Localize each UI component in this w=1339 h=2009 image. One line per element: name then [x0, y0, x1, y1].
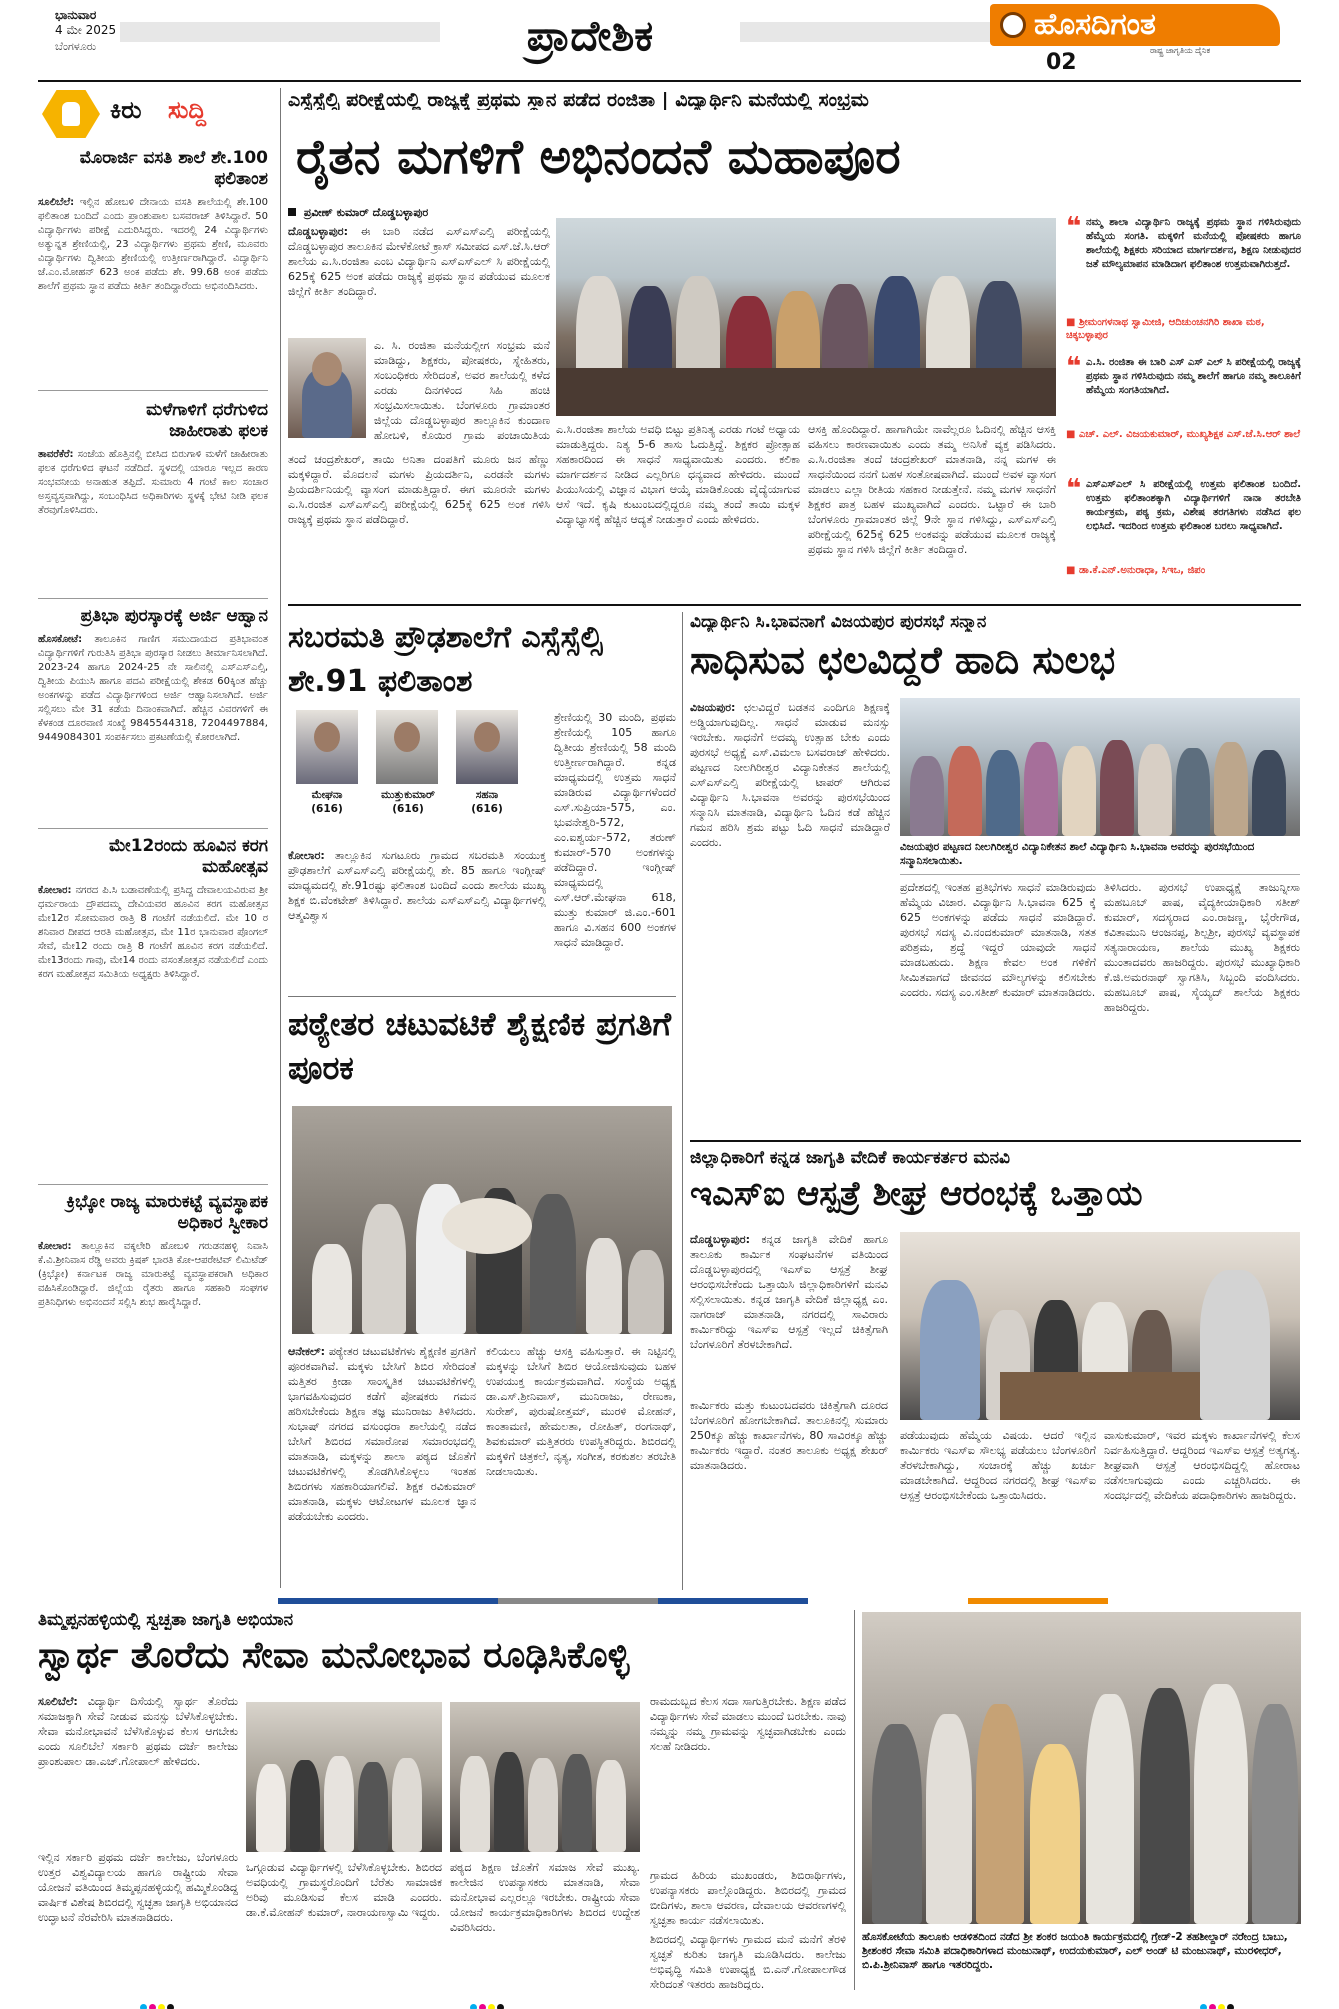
lead-dateline: ದೊಡ್ಡಬಳ್ಳಾಪುರ:	[288, 225, 348, 238]
swachhata-col1	[38, 1694, 238, 1846]
sabarmati-headline: ಸಬರಮತಿ ಪ್ರೌಢಶಾಲೆಗೆ ಎಸ್ಸೆಸ್ಸೆಲ್ಸಿ ಶೇ.91 ಫಲಿತಾಂಶ	[288, 620, 603, 699]
header-date: 4 ಮೇ 2025	[55, 23, 117, 37]
quote-source	[1066, 428, 1301, 441]
sabarmati-col1	[288, 848, 546, 988]
bhavana-col2	[900, 880, 1096, 1124]
quote-source	[1066, 316, 1301, 342]
quote-source-icon: ■	[1066, 317, 1079, 328]
bhavana-caption-rule	[900, 874, 1300, 875]
swachhata-text-6: ಪಠ್ಯದ ಶಿಕ್ಷಣ ಜೊತೆಗೆ ಸಮಾಜ ಸೇವೆ ಮುಖ್ಯ. ಕಾಲೇಜಿನ ಉಪನ್ಯಾಸಕರು ಮಾತನಾಡಿ, ಸೇವಾ ಮನೋಭಾವ ಎಲ್ಲರಲ್ಲೂ ಇರಬೇಕು. ರಾಷ್ಟ್ರೀಯ ಸೇವಾ ಯೋಜನೆ ಕಾರ್ಯಕ್ರಮಾಧಿಕಾರಿಗಳು ಶಿಬಿರದ ಉದ್ದೇಶ ವಿವರಿಸಿದರು.	[450, 1861, 640, 1934]
swachhata-text-4: ಗ್ರಾಮದ ಹಿರಿಯ ಮುಖಂಡರು, ಶಿಬಿರಾರ್ಥಿಗಳು, ಉಪನ್ಯಾಸಕರು ಪಾಲ್ಗೊಂಡಿದ್ದರು. ಶಿಬಿರದಲ್ಲಿ ಗ್ರಾಮದ ಬೀದಿಗಳು, ಶಾಲಾ ಆವರಣ, ದೇವಾಲಯ ಆವರಣಗಳಲ್ಲಿ ಸ್ವಚ್ಛತಾ ಕಾರ್ಯ ನಡೆಸಲಾಯಿತು.	[650, 1869, 846, 1927]
quote-source-icon: ■	[1066, 565, 1079, 576]
mid-column-separator	[682, 612, 683, 1590]
extracurricular-col1	[288, 1344, 476, 1584]
lead-text-4: ಎ.ಸಿ.ರಂಜಿತಾ ಶಾಲೆಯ ಅವಧಿ ಬಿಟ್ಟು ಪ್ರತಿನಿತ್ಯ ಎರಡು ಗಂಟೆ ಅಧ್ಯಾಯ ಮಾಡುತ್ತಿದ್ದರು. ನಿತ್ಯ 5-6 ತಾಸು ಓದುತ್ತಿದ್ದೆ. ಶಿಕ್ಷಕರ ಪ್ರೋತ್ಸಾಹ ಸಹಕಾರದಿಂದ ಈ ಸಾಧನೆ ಸಾಧ್ಯವಾಯಿತು ಎಂದರು. ಕಲಿಕಾ ಮಾರ್ಗದರ್ಶನ ನೀಡಿದ ಎಲ್ಲರಿಗೂ ಧನ್ಯವಾದ ಹೇಳಿದರು. ಮುಂದೆ ಪಿಯುಸಿಯಲ್ಲಿ ವಿಜ್ಞಾನ ವಿಭಾಗ ಆಯ್ಕೆ ಮಾಡಿಕೊಂಡು ವೈದ್ಯೆಯಾಗುವ ಆಸೆ ಇದೆ. ಕೃಷಿ ಕುಟುಂಬದಲ್ಲಿದ್ದರೂ ನಮ್ಮ ತಂದೆ ತಾಯಿ ಮಕ್ಕಳ ವಿದ್ಯಾಭ್ಯಾಸಕ್ಕೆ ಹೆಚ್ಚಿನ ಆದ್ಯತೆ ನೀಡುತ್ತಾರೆ ಎಂದು ಹೇಳಿದರು.	[556, 423, 800, 526]
header	[0, 0, 1339, 80]
sidebar-logo-icon	[42, 90, 100, 138]
student-photo	[296, 710, 358, 784]
masthead-logo-icon	[1000, 12, 1026, 38]
registration-marks	[140, 1996, 176, 2009]
brief-divider	[38, 390, 268, 391]
sidebar	[38, 88, 274, 1588]
esi-col2	[900, 1428, 1096, 1582]
lead-story	[288, 88, 1301, 600]
student-name: ಸಹನಾ	[475, 789, 499, 801]
brief-body	[38, 196, 268, 394]
brief-body	[38, 1240, 268, 1590]
sidebar-title	[38, 88, 274, 140]
quote-box	[1066, 352, 1301, 466]
student-photo	[376, 710, 438, 784]
extracurricular-text-2: ಕಲಿಯಲು ಹೆಚ್ಚು ಆಸಕ್ತಿ ವಹಿಸುತ್ತಾರೆ. ಈ ನಿಟ್ಟಿನಲ್ಲಿ ಮಕ್ಕಳನ್ನು ಬೇಸಿಗೆ ಶಿಬಿರ ಆಯೋಜಿಸುವುದು ಬಹಳ ಉಪಯುಕ್ತ ಕಾರ್ಯಕ್ರಮವಾಗಿದೆ. ಸಂಸ್ಥೆಯ ಅಧ್ಯಕ್ಷ ಡಾ.ಎಸ್.ಶ್ರೀನಿವಾಸ್, ಮುನಿರಾಜು, ರೇಣುಕಾ, ಸುರೇಶ್, ಪುರುಷೋತ್ತಮ್, ಮುರಳಿ ಮೋಹನ್, ಕಾಂತಾಮಣಿ, ಹೇಮಲತಾ, ರೋಹಿತ್, ರಂಗನಾಥ್, ಶಿವಕುಮಾರ್ ಮತ್ತಿತರರು ಉಪಸ್ಥಿತರಿದ್ದರು. ಶಿಬಿರದಲ್ಲಿ ಮಕ್ಕಳಿಗೆ ಚಿತ್ರಕಲೆ, ನೃತ್ಯ, ಸಂಗೀತ, ಕರಕುಶಲ ತರಬೇತಿ ನೀಡಲಾಯಿತು.	[486, 1345, 676, 1478]
lead-text-col1	[288, 224, 550, 324]
brief-text: ಸಂಜೆಯ ಹೊತ್ತಿನಲ್ಲಿ ಬೀಸಿದ ಬಿರುಗಾಳಿ ಮಳೆಗೆ ಜಾಹೀರಾತು ಫಲಕ ಧರೆಗುಳಿದ ಘಟನೆ ನಡೆದಿದೆ. ಸ್ಥಳದಲ್ಲಿ ಯಾರೂ ಇಲ್ಲದ ಕಾರಣ ಸಂಭವನೀಯ ಅನಾಹುತ ತಪ್ಪಿದೆ. ಸುಮಾರು 4 ಗಂಟೆ ಕಾಲ ಸಂಚಾರ ಅಸ್ತವ್ಯಸ್ತವಾಗಿದ್ದು, ಸಂಬಂಧಿಸಿದ ಅಧಿಕಾರಿಗಳು ಸ್ಥಳಕ್ಕೆ ಭೇಟಿ ನೀಡಿ ಫಲಕ ತೆರವುಗೊಳಿಸಿದರು.	[38, 449, 268, 516]
swachhata-col4c	[650, 1932, 846, 1990]
bhavana-text-3: ತಿಳಿಸಿದರು. ಪುರಸಭೆ ಉಪಾಧ್ಯಕ್ಷೆ ತಾಜುನ್ನೀಸಾ ಮಹಬೂಬ್ ಪಾಷ, ವೈದ್ಯಕೀಯಾಧಿಕಾರಿ ಸತೀಶ್ ಕುಮಾರ್, ಸದಸ್ಯರಾದ ಎಂ.ರಾಜಣ್ಣ, ಭೈರೇಗೌಡ, ಕವಿತಾಮುನಿ ಆಂಜನಪ್ಪ, ಶಿಲ್ಪಶ್ರೀ, ಪುರಸಭೆ ವ್ಯವಸ್ಥಾಪಕ ಸತ್ಯನಾರಾಯಣ, ಶಾಲೆಯ ಮುಖ್ಯ ಶಿಕ್ಷಕರು ಮುಂತಾದವರು ಹಾಜರಿದ್ದರು. ಪುರಸಭೆ ಮುಖ್ಯಾಧಿಕಾರಿ ಕೆ.ಜಿ.ಅಮರನಾಥ್ ಸ್ವಾಗತಿಸಿ, ಸಿಬ್ಬಂದಿ ವಂದಿಸಿದರು. ಮಹಬೂಬ್ ಪಾಷ, ಸೈಯ್ಯದ್ ಶಾಲೆಯ ಶಿಕ್ಷಕರು ಹಾಜರಿದ್ದರು.	[1104, 881, 1300, 1014]
swachhata-col2	[246, 1860, 442, 1990]
quote-icon: ❝	[1066, 352, 1082, 382]
quote-text: ಎ.ಸಿ. ರಂಜಿತಾ ಈ ಬಾರಿ ಎಸ್ ಎಸ್ ಎಲ್ ಸಿ ಪರೀಕ್ಷೆಯಲ್ಲಿ ರಾಜ್ಯಕ್ಕೆ ಪ್ರಥಮ ಸ್ಥಾನ ಗಳಿಸಿರುವುದು ನಮ್ಮ ಶಾಲೆಗೆ ಹಾಗೂ ನಮ್ಮ ತಾಲೂಕಿಗೆ ಹೆಮ್ಮೆಯ ಸಂಗತಿಯಾಗಿದೆ.	[1086, 357, 1301, 396]
sidebar-title-prefix: ಕಿರು	[110, 96, 142, 124]
bhavana-kicker: ವಿದ್ಯಾರ್ಥಿನಿ ಸಿ.ಭಾವನಾಗೆ ವಿಜಯಪುರ ಪುರಸಭೆ ಸನ್ಮಾನ	[690, 612, 987, 632]
bhavana-col3	[1104, 880, 1300, 1124]
registration-marks	[470, 1996, 506, 2009]
brief-headline: ಮಳೆಗಾಳಿಗೆ ಧರೆಗುಳಿದ ಜಾಹೀರಾತು ಫಲಕ	[146, 400, 268, 441]
bottom-separator	[854, 1610, 855, 1990]
page-number: 02	[1046, 50, 1077, 75]
lead-text-2: ಎ. ಸಿ. ರಂಜಿತಾ ಮನೆಯಲ್ಲೀಗ ಸಂಭ್ರಮ ಮನೆ ಮಾಡಿದ್ದು, ಶಿಕ್ಷಕರು, ಪೋಷಕರು, ಸ್ನೇಹಿತರು, ಸಂಬಂಧಿಕರು ಸೇರಿದಂತೆ, ಅವರ ಶಾಲೆಯಲ್ಲಿ ಕಳೆದ ಎರಡು ದಿನಗಳಿಂದ ಸಿಹಿ ಹಂಚಿ ಸಂಭ್ರಮಿಸಲಾಯಿತು. ಬೆಂಗಳೂರು ಗ್ರಾಮಾಂತರ ಜಿಲ್ಲೆಯ ದೊಡ್ಡಬಳ್ಳಾಪುರ ತಾಲ್ಲೂಕಿನ ಕುಂದಾಣ ಹೋಬಳಿ, ಕೊಯಿರ ಗ್ರಾಮ ಪಂಚಾಯಿತಿಯ	[374, 339, 550, 442]
extracurricular-story	[288, 1002, 676, 1592]
quote-text: ನಮ್ಮ ಶಾಲಾ ವಿದ್ಯಾರ್ಥಿನಿ ರಾಜ್ಯಕ್ಕೆ ಪ್ರಥಮ ಸ್ಥಾನ ಗಳಿಸಿರುವುದು ಹೆಮ್ಮೆಯ ಸಂಗತಿ. ಮಕ್ಕಳಿಗೆ ಮನೆಯಲ್ಲಿ ಪೋಷಕರು ಹಾಗೂ ಶಾಲೆಯಲ್ಲಿ ಶಿಕ್ಷಕರು ಸರಿಯಾದ ಮಾರ್ಗದರ್ಶನ, ಶಿಕ್ಷಣ ನೀಡುವುದರ ಜತೆ ಮೌಲ್ಯಮಾಪನ ಮಾಡಿದಾಗ ಫಲಿತಾಂಶ ಉತ್ತಮವಾಗಿರುತ್ತದೆ.	[1086, 217, 1301, 270]
extracurricular-text-1: ಪಠ್ಯೇತರ ಚಟುವಟಿಕೆಗಳು ಶೈಕ್ಷಣಿಕ ಪ್ರಗತಿಗೆ ಪೂರಕವಾಗಿವೆ. ಮಕ್ಕಳು ಬೇಸಿಗೆ ಶಿಬಿರ ಸೇರಿದಂತೆ ಮತ್ತಿತರ ಕ್ರೀಡಾ ಸಾಂಸ್ಕೃತಿಕ ಚಟುವಟಿಕೆಗಳಲ್ಲಿ ಭಾಗವಹಿಸುವುದರ ಕಡೆಗೆ ಪೋಷಕರು ಗಮನ ಹರಿಸಬೇಕೆಂದು ಶಿಕ್ಷಣ ತಜ್ಞ ಮುನಿರಾಜು ತಿಳಿಸಿದರು. ಸುಭಾಷ್ ನಗರದ ವಸುಂಧರಾ ಶಾಲೆಯಲ್ಲಿ ನಡೆದ ಬೇಸಿಗೆ ಶಿಬಿರದ ಸಮಾರೋಪ ಸಮಾರಂಭದಲ್ಲಿ ಮಾತನಾಡಿ, ಮಕ್ಕಳನ್ನು ಶಾಲಾ ಪಠ್ಯದ ಜೊತೆಗೆ ಚಟುವಟಿಕೆಗಳಲ್ಲಿ ತೊಡಗಿಸಿಕೊಳ್ಳಲು ಇಂತಹ ಶಿಬಿರಗಳು ಸಹಕಾರಿಯಾಗಲಿವೆ. ಶಿಕ್ಷಕ ರವಿಕುಮಾರ್ ಮಾತನಾಡಿ, ಮಕ್ಕಳು ಆಟೋಟಗಳ ಮೂಲಕ ಜ್ಞಾನ ಪಡೆಯಬೇಕು ಎಂದರು.	[288, 1345, 476, 1523]
byline-text: ಪ್ರವೀಣ್ ಕುಮಾರ್ ದೊಡ್ಡಬಳ್ಳಾಪುರ	[303, 206, 429, 219]
quote-source-icon: ■	[1066, 429, 1079, 440]
swachhata-col4	[650, 1694, 846, 1864]
lead-photo	[556, 218, 1056, 416]
swachhata-text-7: ಶಿಬಿರದಲ್ಲಿ ವಿದ್ಯಾರ್ಥಿಗಳು ಗ್ರಾಮದ ಮನೆ ಮನೆಗೆ ತೆರಳಿ ಸ್ವಚ್ಛತೆ ಕುರಿತು ಜಾಗೃತಿ ಮೂಡಿಸಿದರು. ಕಾಲೇಜು ಅಭಿವೃದ್ಧಿ ಸಮಿತಿ ಉಪಾಧ್ಯಕ್ಷ ಬಿ.ಎನ್.ಗೋಪಾಲಗೌಡ ಸೇರಿದಂತೆ ಇತರರು ಹಾಜರಿದ್ದರು.	[650, 1933, 846, 1990]
brief-headline: ಮೊರಾರ್ಜಿ ವಸತಿ ಶಾಲೆ ಶೇ.100 ಫಲಿತಾಂಶ	[79, 148, 268, 189]
brief-body	[38, 633, 268, 801]
esi-photo	[900, 1232, 1300, 1420]
esi-col1b	[690, 1398, 888, 1582]
brief-dateline: ತಾವರೆಕೆರೆ:	[38, 449, 74, 460]
masthead-name: ಹೊಸದಿಗಂತ	[1034, 7, 1156, 42]
brief-item	[38, 1192, 268, 1590]
sabarmati-dateline: ಕೋಲಾರ:	[288, 849, 325, 862]
brief-text: ಇಲ್ಲಿನ ಹೋಬಳಿ ದೇನಾಯ ವಸತಿ ಶಾಲೆಯಲ್ಲಿ ಶೇ.100 ಫಲಿತಾಂಶ ಬಂದಿದೆ ಎಂದು ಪ್ರಾಂಶುಪಾಲ ಬಸವರಾಜ್ ತಿಳಿಸಿದ್ದಾರೆ. 50 ವಿದ್ಯಾರ್ಥಿಗಳು ಪರೀಕ್ಷೆ ಎದುರಿಸಿದ್ದರು. ಇದರಲ್ಲಿ 24 ವಿದ್ಯಾರ್ಥಿಗಳು ಅತ್ಯುನ್ನತ ಶ್ರೇಣಿಯಲ್ಲಿ, 23 ವಿದ್ಯಾರ್ಥಿಗಳು ಪ್ರಥಮ ಶ್ರೇಣಿ, ಮೂವರು ವಿದ್ಯಾರ್ಥಿಗಳು ದ್ವಿತೀಯ ಶ್ರೇಣಿಯಲ್ಲಿ ಉತ್ತೀರ್ಣರಾಗಿದ್ದಾರೆ. ವಿದ್ಯಾರ್ಥಿನಿ ಜೆ.ಎಂ.ಮೋಹನ್ 623 ಅಂಕ ಪಡೆದು ಶೇ. 99.68 ಅಂಕ ಪಡೆದು ಶಾಲೆಗೆ ಪ್ರಥಮ ಸ್ಥಾನ ಪಡೆದು ಕೀರ್ತಿ ತಂದಿದ್ದಾರೆಂದು ಅಭಿನಂದಿಸಿದರು.	[38, 197, 268, 292]
quote-icon: ❝	[1066, 212, 1082, 242]
swachhata-photo-1	[246, 1702, 442, 1852]
quote-source-text: ಡಾ.ಕೆ.ಎನ್.ಅನುರಾಧಾ, ಸಿಇಒ, ಜಿಪಂ	[1078, 565, 1206, 576]
brief-divider	[38, 598, 268, 599]
section-title: ಪ್ರಾದೇಶಿಕ	[440, 6, 740, 66]
sabarmati-text-1: ತಾಲ್ಲೂಕಿನ ಸುಗಟೂರು ಗ್ರಾಮದ ಸಬರಮತಿ ಸಂಯುಕ್ತ ಪ್ರೌಢಶಾಲೆಗೆ ಎಸ್ಎಸ್ಎಲ್ಸಿ ಪರೀಕ್ಷೆಯಲ್ಲಿ ಶೇ. 85 ಹಾಗೂ ಇಂಗ್ಲೀಷ್ ಮಾಧ್ಯಮದಲ್ಲಿ ಶೇ.91ರಷ್ಟು ಫಲಿತಾಂಶ ಬಂದಿದೆ ಎಂದು ಶಾಲೆಯ ಮುಖ್ಯ ಶಿಕ್ಷಕ ಬಿ.ವೆಂಕಟೇಶ್ ತಿಳಿಸಿದ್ದಾರೆ. ಶಾಲೆಯ ಎಸ್ಎಸ್ಎಲ್ಸಿ ವಿದ್ಯಾರ್ಥಿಗಳಲ್ಲಿ ಆತ್ಮವಿಶ್ವಾಸ	[288, 849, 546, 922]
brief-headline: ಕ್ರಿಭ್ಕೋ ರಾಜ್ಯ ಮಾರುಕಟ್ಟೆ ವ್ಯವಸ್ಥಾಪಕ ಅಧಿಕಾರ ಸ್ವೀಕಾರ	[66, 1192, 268, 1233]
student-caption	[368, 788, 448, 816]
student-caption	[296, 788, 358, 816]
lead-byline	[288, 206, 428, 220]
bhavana-dateline: ವಿಜಯಪುರ:	[690, 701, 736, 714]
quote-box	[1066, 474, 1301, 596]
lead-text-col3	[808, 422, 1056, 592]
brief-dateline: ಹೊಸಕೋಟೆ:	[38, 634, 83, 645]
quote-source-text: ಶ್ರೀಮಂಗಳನಾಥ ಸ್ವಾಮೀಜಿ, ಆದಿಚುಂಚನಗಿರಿ ಶಾಖಾ ಮಠ, ಚಿಕ್ಕಬಳ್ಳಾಪುರ	[1066, 317, 1265, 341]
brief-body	[38, 884, 268, 1164]
swachhata-col1b	[38, 1850, 238, 1990]
swachhata-col3	[450, 1860, 640, 1990]
header-rule	[38, 80, 1301, 82]
brief-dateline: ಕೋಲಾರ:	[38, 1241, 72, 1252]
header-city: ಬೆಂಗಳೂರು	[55, 40, 97, 53]
quote-icon: ❝	[1066, 474, 1082, 504]
student-score: (616)	[471, 803, 503, 815]
lead-headline: ರೈತನ ಮಗಳಿಗೆ ಅಭಿನಂದನೆ ಮಹಾಪೂರ	[296, 129, 901, 185]
brief-divider	[38, 828, 268, 829]
bhavana-photo	[900, 698, 1300, 836]
lead-bottom-rule	[288, 604, 1301, 606]
bhavana-headline: ಸಾಧಿಸುವ ಛಲವಿದ್ದರೆ ಹಾದಿ ಸುಲಭ	[690, 638, 1116, 682]
swachhata-text-1: ವಿದ್ಯಾರ್ಥಿ ದಿಸೆಯಲ್ಲಿ ಸ್ವಾರ್ಥ ತೊರೆದು ಸಮಾಜಕ್ಕಾಗಿ ಸೇವೆ ನೀಡುವ ಮನಸ್ಸು ಬೆಳೆಸಿಕೊಳ್ಳಬೇಕು. ಸೇವಾ ಮನೋಭಾವನೆ ಬೆಳೆಸಿಕೊಳ್ಳುವ ಕೆಲಸ ಆಗಬೇಕು ಎಂದು ಸೂಲಿಬೆಲೆ ಸರ್ಕಾರಿ ಪ್ರಥಮ ದರ್ಜೆ ಕಾಲೇಜು ಪ್ರಾಂಶುಪಾಲ ಡಾ.ಎಚ್.ಗೋಪಾಲ್ ಹೇಳಿದರು.	[38, 1695, 238, 1768]
student-name: ಮುತ್ತುಕುಮಾರ್	[381, 789, 435, 801]
sabarmati-text-2: ಶ್ರೇಣಿಯಲ್ಲಿ 30 ಮಂದಿ, ಪ್ರಥಮ ಶ್ರೇಣಿಯಲ್ಲಿ 105 ಹಾಗೂ ದ್ವಿತೀಯ ಶ್ರೇಣಿಯಲ್ಲಿ 58 ಮಂದಿ ಉತ್ತೀರ್ಣರಾಗಿದ್ದಾರೆ. ಕನ್ನಡ ಮಾಧ್ಯಮದಲ್ಲಿ ಉತ್ತಮ ಸಾಧನೆ ಮಾಡಿರುವ ವಿದ್ಯಾರ್ಥಿಗಳೆಂದರೆ ಎಸ್.ಸುಪ್ರಿಯಾ-575, ಎಂ. ಭುವನೇಶ್ವರಿ-572, ಎಂ.ಐಶ್ವರ್ಯ-572, ತರುಣ್ ಕುಮಾರ್-570 ಅಂಕಗಳನ್ನು ಪಡೆದಿದ್ದಾರೆ. ಇಂಗ್ಲೀಷ್ ಮಾಧ್ಯಮದಲ್ಲಿ ಎಸ್.ಆರ್.ಮೇಘನಾ 618, ಮುತ್ತು ಕುಮಾರ್ ಜಿ.ಎಂ.-601 ಹಾಗೂ ವಿ.ಸಹನ 600 ಅಂಕಗಳ ಸಾಧನೆ ಮಾಡಿದ್ದಾರೆ.	[554, 711, 676, 949]
lead-quotes	[1066, 212, 1301, 596]
quote-text: ಎಸ್ಎಸ್ಎಲ್ ಸಿ ಪರೀಕ್ಷೆಯಲ್ಲಿ ಉತ್ತಮ ಫಲಿತಾಂಶ ಬಂದಿದೆ. ಉತ್ತಮ ಫಲಿತಾಂಶಕ್ಕಾಗಿ ವಿದ್ಯಾರ್ಥಿಗಳಿಗೆ ನಾನಾ ತರಬೇತಿ ಕಾರ್ಯಕ್ರಮ, ಪಠ್ಯ ಕ್ರಮ, ವಿಶೇಷ ತರಗತಿಗಳು ನಡೆಸಿದ ಫಲ ಲಭಿಸಿದೆ. ಇದರಿಂದ ಉತ್ತಮ ಫಲಿತಾಂಶ ಬರಲು ಸಾಧ್ಯವಾಗಿದೆ.	[1086, 479, 1301, 532]
brief-body	[38, 448, 268, 602]
esi-dateline: ದೊಡ್ಡಬಳ್ಳಾಪುರ:	[690, 1233, 750, 1246]
header-day: ಭಾನುವಾರ	[55, 8, 97, 22]
student-caption	[456, 788, 518, 816]
sidebar-title-suffix: ಸುದ್ದಿ	[168, 96, 207, 124]
registration-marks	[1200, 1996, 1236, 2009]
esi-text-2: ಕಾರ್ಮಿಕರು ಮತ್ತು ಕುಟುಂಬದವರು ಚಿಕಿತ್ಸೆಗಾಗಿ ದೂರದ ಬೆಂಗಳೂರಿಗೆ ಹೋಗಬೇಕಾಗಿದೆ. ತಾಲೂಕಿನಲ್ಲಿ ಸುಮಾರು 250ಕ್ಕೂ ಹೆಚ್ಚು ಕಾರ್ಖಾನೆಗಳು, 80 ಸಾವಿರಕ್ಕೂ ಹೆಚ್ಚು ಕಾರ್ಮಿಕರು ಇದ್ದಾರೆ. ನಂತರ ತಾಲೂಕು ಅಧ್ಯಕ್ಷ ಶೇಖರ್ ಮಾತನಾಡಿದರು.	[690, 1399, 888, 1472]
bhavana-text-1: ಛಲವಿದ್ದರೆ ಬಡತನ ಎಂದಿಗೂ ಶಿಕ್ಷಣಕ್ಕೆ ಅಡ್ಡಿಯಾಗುವುದಿಲ್ಲ. ಸಾಧನೆ ಮಾಡುವ ಮನಸ್ಸು ಇರಬೇಕು. ಸಾಧನೆಗೆ ಅದಮ್ಯ ಉತ್ಸಾಹ ಬೇಕು ಎಂದು ಪುರಸಭೆ ಅಧ್ಯಕ್ಷೆ ಎಸ್.ವಿಮಲಾ ಬಸವರಾಜ್ ಹೇಳಿದರು. ಪಟ್ಟಣದ ನೀಲಗಿರೀಶ್ವರ ವಿದ್ಯಾನಿಕೇತನ ಶಾಲೆಯಲ್ಲಿ ಎಸ್ಎಸ್ಎಲ್ಸಿ ಪರೀಕ್ಷೆಯಲ್ಲಿ ಟಾಪರ್ ಆಗಿರುವ ವಿದ್ಯಾರ್ಥಿನಿ ಸಿ.ಭಾವನಾ ಅವರನ್ನು ಪುರಸಭೆಯಿಂದ ಸನ್ಮಾನಿಸಿ ಮಾತನಾಡಿ, ವಿದ್ಯಾರ್ಥಿನಿ ಓದಿನ ಕಡೆ ಹೆಚ್ಚಿನ ಗಮನ ಹರಿಸಿ ಶ್ರಮ ಪಟ್ಟು ಓದಿ ಸಾಧನೆ ಮಾಡಿದ್ದಾರೆ ಎಂದರು.	[690, 701, 890, 849]
quote-source	[1066, 564, 1301, 577]
student-score: (616)	[392, 803, 424, 815]
esi-text-4: ವಾಸುಕುಮಾರ್, ಇವರ ಮಕ್ಕಳು ಕಾರ್ಖಾನೆಗಳಲ್ಲಿ ಕೆಲಸ ನಿರ್ವಹಿಸುತ್ತಿದ್ದಾರೆ. ಆದ್ದರಿಂದ ಇಎಸ್ಐ ಆಸ್ಪತ್ರೆ ಅತ್ಯಗತ್ಯ. ಶೀಘ್ರವಾಗಿ ಆಸ್ಪತ್ರೆ ಆರಂಭಿಸದಿದ್ದಲ್ಲಿ ಹೋರಾಟ ನಡೆಸಲಾಗುವುದು ಎಂದು ಎಚ್ಚರಿಸಿದರು. ಈ ಸಂದರ್ಭದಲ್ಲಿ ವೇದಿಕೆಯ ಪದಾಧಿಕಾರಿಗಳು ಹಾಜರಿದ್ದರು.	[1104, 1429, 1300, 1502]
brief-item	[38, 148, 268, 394]
brief-item	[38, 836, 268, 1164]
sabarmati-col2	[554, 710, 676, 988]
swachhata-headline: ಸ್ವಾರ್ಥ ತೊರೆದು ಸೇವಾ ಮನೋಭಾವ ರೂಢಿಸಿಕೊಳ್ಳಿ	[38, 1635, 630, 1676]
student-photos	[296, 710, 528, 830]
hoskote-block	[862, 1612, 1301, 1992]
brief-text: ತಾಲೂಕಿನ ಗಾಣಿಗ ಸಮುದಾಯದ ಪ್ರತಿಭಾವಂತ ವಿದ್ಯಾರ್ಥಿಗಳಿಗೆ ಗುರುತಿಸಿ ಪ್ರತಿಭಾ ಪುರಸ್ಕಾರ ನೀಡಲು ತೀರ್ಮಾನಿಸಲಾಗಿದೆ. 2023-24 ಹಾಗೂ 2024-25 ನೇ ಸಾಲಿನಲ್ಲಿ ಎಸ್ಎಸ್ಎಲ್ಸಿ, ದ್ವಿತೀಯ ಪಿಯುಸಿ ಹಾಗೂ ಪದವಿ ಪರೀಕ್ಷೆಯಲ್ಲಿ ಶೇಕಡ 60ಕ್ಕಿಂತ ಹೆಚ್ಚು ಅಂಕಗಳನ್ನು ಪಡೆದ ವಿದ್ಯಾರ್ಥಿಗಳಿಂದ ಅರ್ಜಿ ಆಹ್ವಾನಿಸಲಾಗಿದೆ. ಅರ್ಜಿ ಸಲ್ಲಿಸಲು ಮೇ 31 ಕಡೆಯ ದಿನಾಂಕವಾಗಿದೆ. ಹೆಚ್ಚಿನ ವಿವರಗಳಿಗೆ ಈ ಕೆಳಕಂಡ ದೂರವಾಣಿ ಸಂಖ್ಯೆ 9845544318, 7204497884, 9449084301 ಸಂಪರ್ಕಿಸಲು ಪ್ರಕಟಣೆಯಲ್ಲಿ ಕೋರಲಾಗಿದೆ.	[38, 634, 268, 743]
brief-text: ತಾಲ್ಲೂಕಿನ ವಕ್ಕಲೇರಿ ಹೋಬಳಿ ಗರುಡನಹಳ್ಳಿ ನಿವಾಸಿ ಕೆ.ವಿ.ಶ್ರೀನಿವಾಸ ರೆಡ್ಡಿ ಅವರು ಕ್ರಿಷಕ್ ಭಾರತಿ ಕೋ-ಆಪರೇಟಿವ್ ಲಿಮಿಟೆಡ್ (ಕ್ರಿಭ್ಕೋ) ಕರ್ನಾಟಕ ರಾಜ್ಯ ಮಾರುಕಟ್ಟೆ ವ್ಯವಸ್ಥಾಪಕರಾಗಿ ಅಧಿಕಾರ ವಹಿಸಿಕೊಂಡಿದ್ದಾರೆ. ಜಿಲ್ಲೆಯ ರೈತರು ಹಾಗೂ ಸಹಕಾರಿ ಸಂಘಗಳ ಪ್ರತಿನಿಧಿಗಳು ಅಭಿನಂದನೆ ಸಲ್ಲಿಸಿ ಶುಭ ಹಾರೈಸಿದ್ದಾರೆ.	[38, 1241, 268, 1308]
masthead	[990, 4, 1290, 74]
lead-text-5: ಆಸಕ್ತಿ ಹೊಂದಿದ್ದಾರೆ. ಹಾಗಾಗಿಯೇ ನಾವೆಲ್ಲರೂ ಓದಿನಲ್ಲಿ ಹೆಚ್ಚಿನ ಆಸಕ್ತಿ ವಹಿಸಲು ಕಾರಣವಾಯಿತು ಎಂದು ತಮ್ಮ ಅನಿಸಿಕೆ ವ್ಯಕ್ತ ಪಡಿಸಿದರು. ಎ.ಸಿ.ರಂಜಿತಾ ತಂದೆ ಚಂದ್ರಶೇಖರ್ ಮಾತನಾಡಿ, ನನ್ನ ಮಗಳ ಈ ಸಾಧನೆಯಿಂದ ನನಗೆ ಬಹಳ ಸಂತೋಷವಾಗಿದೆ. ಮುಂದೆ ಅವಳ ವ್ಯಾಸಂಗ ಮಾಡಲು ಎಲ್ಲಾ ರೀತಿಯ ಸಹಕಾರ ನೀಡುತ್ತೇನೆ. ನಮ್ಮ ಮಗಳ ಸಾಧನೆಗೆ ಶಿಕ್ಷಕರ ಪಾತ್ರ ಬಹಳ ಮುಖ್ಯವಾಗಿದೆ ಎಂದರು. ಒಟ್ಟಾರೆ ಈ ಬಾರಿ ಬೆಂಗಳೂರು ಗ್ರಾಮಾಂತರ ಜಿಲ್ಲೆ 9ನೇ ಸ್ಥಾನ ಗಳಿಸಿದ್ದು, ಎಸ್ಎಸ್ಎಲ್ಸಿ ಪರೀಕ್ಷೆಯಲ್ಲಿ 625ಕ್ಕೆ 625 ಅಂಕವನ್ನು ಪಡೆಯುವ ಮೂಲಕ ರಾಜ್ಯಕ್ಕೆ ಪ್ರಥಮ ಸ್ಥಾನ ಗಳಿಸಿ ಜಿಲ್ಲೆಗೆ ಕೀರ್ತಿ ತಂದಿದ್ದಾರೆ.	[808, 423, 1056, 556]
brief-text: ನಗರದ ಪಿ.ಸಿ ಬಡಾವಣೆಯಲ್ಲಿ ಪ್ರಸಿದ್ದ ದೇವಾಲಯವಿರುವ ಶ್ರೀ ಧರ್ಮರಾಯ ದ್ರೌಪದಮ್ಮ ದೇವಿಯವರ ಹೂವಿನ ಕರಗ ಮಹೋತ್ಸವ ಮೇ12ರ ಸೋಮವಾರ ರಾತ್ರಿ 8 ಗಂಟೆಗೆ ನಡೆಯಲಿದೆ. ಮೇ 10 ರ ಶನಿವಾರ ದೀಪದ ಆರತಿ ಮಹೋತ್ಸವ, ಮೇ 11ರ ಭಾನುವಾರ ಪೊಂಗಲ್ ಸೇವೆ, ಮೇ12 ರಂದು ರಾತ್ರಿ 8 ಗಂಟೆಗೆ ಹೂವಿನ ಕರಗ ನಡೆಯಲಿದೆ. ಮೇ13ರಂದು ಗಾವು, ಮೇ14 ರಂದು ವಸಂತೋತ್ಸವ ನಡೆಯಲಿದೆ ಎಂದು ಕರಗ ಮಹೋತ್ಸವ ಸಮಿತಿಯ ಅಧ್ಯಕ್ಷರು ತಿಳಿಸಿದ್ದಾರೆ.	[38, 885, 268, 980]
sidebar-separator	[280, 88, 281, 1588]
lead-text-col1b	[374, 338, 550, 444]
brief-dateline: ಕೋಲಾರ:	[38, 885, 72, 896]
lead-text-1: ಈ ಬಾರಿ ನಡೆದ ಎಸ್ಎಸ್ಎಲ್ಸಿ ಪರೀಕ್ಷೆಯಲ್ಲಿ ದೊಡ್ಡಬಳ್ಳಾಪುರ ತಾಲೂಕಿನ ಮೇಳೆಕೋಟೆ ಕ್ರಾಸ್ ಸಮೀಪದ ಎಸ್.ಜೆ.ಸಿ.ಆರ್ ಶಾಲೆಯ ಎ.ಸಿ.ರಂಜಿತಾ ಎಂಬ ವಿದ್ಯಾರ್ಥಿನಿ ಎಸ್ಎಸ್ಎಲ್ ಸಿ ಪರೀಕ್ಷೆಯಲ್ಲಿ 625ಕ್ಕೆ 625 ಅಂಕ ಪಡೆದು ರಾಜ್ಯಕ್ಕೆ ಪ್ರಥಮ ಸ್ಥಾನ ಪಡೆಯುವ ಮೂಲಕ ಜಿಲ್ಲೆಗೆ ಕೀರ್ತಿ ತಂದಿದ್ದಾರೆ.	[288, 225, 550, 298]
quote-box	[1066, 212, 1301, 344]
bhavana-story	[690, 612, 1301, 1132]
sabarmati-story	[288, 612, 676, 992]
extracurricular-photo	[292, 1106, 672, 1334]
esi-kicker: ಜಿಲ್ಲಾಧಿಕಾರಿಗೆ ಕನ್ನಡ ಜಾಗೃತಿ ವೇದಿಕೆ ಕಾರ್ಯಕರ್ತರ ಮನವಿ	[690, 1148, 1010, 1168]
brief-item	[38, 606, 268, 801]
bhavana-caption: ವಿಜಯಪುರ ಪಟ್ಟಣದ ನೀಲಗಿರೀಶ್ವರ ವಿದ್ಯಾನಿಕೇತನ ಶಾಲೆ ವಿದ್ಯಾರ್ಥಿನಿ ಸಿ.ಭಾವನಾ ಅವರನ್ನು ಪುರಸಭೆಯಿಂದ ಸನ್ಮಾನಿಸಲಾಯಿತು.	[900, 841, 1255, 867]
student-name: ಮೇಘನಾ	[311, 789, 343, 801]
extracurricular-col2	[486, 1344, 676, 1584]
swachhata-text-2: ಇಲ್ಲಿನ ಸರ್ಕಾರಿ ಪ್ರಥಮ ದರ್ಜೆ ಕಾಲೇಜು, ಬೆಂಗಳೂರು ಉತ್ತರ ವಿಶ್ವವಿದ್ಯಾಲಯ ಹಾಗೂ ರಾಷ್ಟ್ರೀಯ ಸೇವಾ ಯೋಜನೆ ವತಿಯಿಂದ ತಿಮ್ಮಪ್ಪನಹಳ್ಳಿಯಲ್ಲಿ ಹಮ್ಮಿಕೊಂಡಿದ್ದ ವಾರ್ಷಿಕ ವಿಶೇಷ ಶಿಬಿರದಲ್ಲಿ ಸ್ವಚ್ಛತಾ ಜಾಗೃತಿ ಅಭಿಯಾನದ ಉದ್ಘಾಟನೆ ನೆರವೇರಿಸಿ ಮಾತನಾಡಿದರು.	[38, 1851, 238, 1924]
swachhata-story	[38, 1610, 848, 1995]
brief-headline: ಮೇ12ರಂದು ಹೂವಿನ ಕರಗ ಮಹೋತ್ಸವ	[108, 836, 268, 877]
sabarmati-bottom-rule	[288, 996, 676, 997]
ranjita-portrait	[288, 338, 366, 438]
color-rule	[38, 1598, 1301, 1604]
lead-text-col1c	[288, 452, 550, 592]
esi-text-3: ಪಡೆಯುವುದು ಹೆಮ್ಮೆಯ ವಿಷಯ. ಆದರೆ ಇಲ್ಲಿನ ಕಾರ್ಮಿಕರು ಇಎಸ್ಐ ಸೌಲಭ್ಯ ಪಡೆಯಲು ಬೆಂಗಳೂರಿಗೆ ತೆರಳಬೇಕಾಗಿದ್ದು, ಸಂಚಾರಕ್ಕೆ ಹೆಚ್ಚು ಖರ್ಚು ಮಾಡಬೇಕಾಗಿದೆ. ಆದ್ದರಿಂದ ನಗರದಲ್ಲಿ ಶೀಘ್ರ ಇಎಸ್ಐ ಆಸ್ಪತ್ರೆ ಆರಂಭಿಸಬೇಕೆಂದು ಒತ್ತಾಯಿಸಿದರು.	[900, 1429, 1096, 1502]
extracurricular-dateline: ಆನೇಕಲ್:	[288, 1345, 326, 1358]
bhavana-bottom-rule	[690, 1140, 1301, 1142]
brief-headline: ಪ್ರತಿಭಾ ಪುರಸ್ಕಾರಕ್ಕೆ ಅರ್ಜಿ ಆಹ್ವಾನ	[80, 606, 268, 626]
brief-item	[38, 400, 268, 602]
lead-kicker: ಎಸ್ಸೆಸ್ಸೆಲ್ಸಿ ಪರೀಕ್ಷೆಯಲ್ಲಿ ರಾಜ್ಯಕ್ಕೆ ಪ್ರಥಮ ಸ್ಥಾನ ಪಡೆದ ರಂಜಿತಾ | ವಿದ್ಯಾರ್ಥಿನಿ ಮನೆಯಲ್ಲಿ ಸಂಭ್ರಮ	[288, 90, 869, 110]
esi-story	[690, 1148, 1301, 1588]
swachhata-photo-2	[450, 1702, 640, 1852]
student-score: (616)	[311, 803, 343, 815]
esi-col1	[690, 1232, 888, 1392]
brief-dateline: ಸೂಲಿಬೆಲೆ:	[38, 197, 75, 208]
bhavana-col1	[690, 700, 890, 924]
lead-text-3: ತಂದೆ ಚಂದ್ರಶೇಖರ್, ತಾಯಿ ಅನಿತಾ ದಂಪತಿಗೆ ಮೂರು ಜನ ಹೆಣ್ಣು ಮಕ್ಕಳಿದ್ದಾರೆ. ಮೊದಲನೆ ಮಗಳು ಪ್ರಿಯದರ್ಶಿನಿ, ಎರಡನೇ ಮಗಳು ಪ್ರಿಯದರ್ಶಿನಿಯಲ್ಲಿ ವ್ಯಾಸಂಗ ಮಾಡುತ್ತಿದ್ದಾರೆ. ಈಗ ಮೂರನೇ ಮಗಳು ಎ.ಸಿ.ರಂಜಿತ ಎಸ್ಎಸ್ಎಲ್ಸಿ ಪರೀಕ್ಷೆಯಲ್ಲಿ 625ಕ್ಕೆ 625 ಅಂಕ ಗಳಿಸಿ ರಾಜ್ಯಕ್ಕೆ ಪ್ರಥಮ ಸ್ಥಾನ ಪಡೆದಿದ್ದಾರೆ.	[288, 453, 550, 526]
lead-text-col2	[556, 422, 800, 592]
hoskote-photo	[862, 1612, 1301, 1924]
esi-headline: ಇಎಸ್ಐ ಆಸ್ಪತ್ರೆ ಶೀಘ್ರ ಆರಂಭಕ್ಕೆ ಒತ್ತಾಯ	[690, 1174, 1143, 1214]
student-photo	[456, 710, 518, 784]
quote-source-text: ಎಚ್. ಎಲ್. ವಿಜಯಕುಮಾರ್, ಮುಖ್ಯಶಿಕ್ಷಕ ಎಸ್.ಜೆ.ಸಿ.ಆರ್ ಶಾಲೆ	[1078, 429, 1301, 440]
masthead-tagline: ರಾಷ್ಟ್ರ ಜಾಗೃತಿಯ ದೈನಿಕ	[1150, 46, 1211, 55]
esi-text-1: ಕನ್ನಡ ಜಾಗೃತಿ ವೇದಿಕೆ ಹಾಗೂ ತಾಲೂಕು ಕಾರ್ಮಿಕ ಸಂಘಟನೆಗಳ ವತಿಯಿಂದ ದೊಡ್ಡಬಳ್ಳಾಪುರದಲ್ಲಿ ಇಎಸ್ಐ ಆಸ್ಪತ್ರೆ ಶೀಘ್ರ ಆರಂಭಿಸಬೇಕೆಂದು ಒತ್ತಾಯಿಸಿ ಜಿಲ್ಲಾಧಿಕಾರಿಗಳಿಗೆ ಮನವಿ ಸಲ್ಲಿಸಲಾಯಿತು. ಕನ್ನಡ ಜಾಗೃತಿ ವೇದಿಕೆ ಜಿಲ್ಲಾಧ್ಯಕ್ಷ ಎಂ. ನಾಗರಾಜ್ ಮಾತನಾಡಿ, ನಗರದಲ್ಲಿ ಸಾವಿರಾರು ಕಾರ್ಮಿಕರಿದ್ದು ಇಎಸ್ಐ ಆಸ್ಪತ್ರೆ ಇಲ್ಲದೆ ಚಿಕಿತ್ಸೆಗಾಗಿ ಬೆಂಗಳೂರಿಗೆ ತೆರಳಬೇಕಾಗಿದೆ.	[690, 1233, 888, 1351]
swachhata-kicker: ತಿಮ್ಮಪ್ಪನಹಳ್ಳಿಯಲ್ಲಿ ಸ್ವಚ್ಛತಾ ಜಾಗೃತಿ ಅಭಿಯಾನ	[38, 1610, 294, 1630]
byline-icon	[288, 208, 296, 216]
swachhata-dateline: ಸೂಲಿಬೆಲೆ:	[38, 1695, 78, 1708]
extracurricular-headline: ಪಠ್ಯೇತರ ಚಟುವಟಿಕೆ ಶೈಕ್ಷಣಿಕ ಪ್ರಗತಿಗೆ ಪೂರಕ	[288, 1005, 672, 1087]
swachhata-col4b	[650, 1868, 846, 1928]
bhavana-text-2: ಪ್ರದೇಶದಲ್ಲಿ ಇಂತಹ ಪ್ರತಿಭೆಗಳು ಸಾಧನೆ ಮಾಡಿರುವುದು ಹೆಮ್ಮೆಯ ವಿಚಾರ. ವಿದ್ಯಾರ್ಥಿನಿ ಸಿ.ಭಾವನಾ 625 ಕ್ಕೆ 625 ಅಂಕಗಳನ್ನು ಪಡೆದು ಸಾಧನೆ ಮಾಡಿದ್ದಾರೆ. ಪುರಸಭೆ ಸದಸ್ಯ ವಿ.ನಂದಕುಮಾರ್ ಮಾತನಾಡಿ, ಸತತ ಪರಿಶ್ರಮ, ಶ್ರದ್ಧೆ ಇದ್ದರೆ ಯಾವುದೇ ಸಾಧನೆ ಮಾಡಬಹುದು. ಶಿಕ್ಷಣ ಕೇವಲ ಅಂಕ ಗಳಿಕೆಗೆ ಸೀಮಿತವಾಗದೆ ಜೀವನದ ಮೌಲ್ಯಗಳನ್ನು ಕಲಿಸಬೇಕು ಎಂದರು. ಸದಸ್ಯ ಎಂ.ಸತೀಶ್ ಕುಮಾರ್ ಮಾತನಾಡಿದರು.	[900, 881, 1096, 999]
swachhata-text-5: ಒಗ್ಗೂಡುವ ವಿದ್ಯಾರ್ಥಿಗಳಲ್ಲಿ ಬೆಳೆಸಿಕೊಳ್ಳಬೇಕು. ಶಿಬಿರದ ಅವಧಿಯಲ್ಲಿ ಗ್ರಾಮಸ್ಥರೊಂದಿಗೆ ಬೆರೆತು ಸಾಮಾಜಿಕ ಅರಿವು ಮೂಡಿಸುವ ಕೆಲಸ ಮಾಡಿ ಎಂದರು. ಡಾ.ಕೆ.ಮೋಹನ್ ಕುಮಾರ್, ನಾರಾಯಣಸ್ವಾಮಿ ಇದ್ದರು.	[246, 1861, 442, 1919]
brief-divider	[38, 1184, 268, 1185]
esi-col3	[1104, 1428, 1300, 1582]
swachhata-text-3: ರಾಮದುಬ್ಬದ ಕೆಲಸ ಸದಾ ಸಾಗುತ್ತಿರಬೇಕು. ಶಿಕ್ಷಣ ಪಡೆದ ವಿದ್ಯಾರ್ಥಿಗಳು ಸೇವೆ ಮಾಡಲು ಮುಂದೆ ಬರಬೇಕು. ನಾವು ನಮ್ಮನ್ನು ನಮ್ಮ ಗ್ರಾಮವನ್ನು ಸ್ವಚ್ಛವಾಗಿಡಬೇಕು ಎಂದು ಸಲಹೆ ನೀಡಿದರು.	[650, 1695, 846, 1753]
hoskote-caption: ಹೊಸಕೋಟೆಯ ತಾಲೂಕು ಆಡಳಿತದಿಂದ ನಡೆದ ಶ್ರೀ ಶಂಕರ ಜಯಂತಿ ಕಾರ್ಯಕ್ರಮದಲ್ಲಿ ಗ್ರೇಡ್-2 ತಹಶೀಲ್ದಾರ್ ನರೇಂದ್ರ ಬಾಬು, ಶ್ರೀಶಂಕರ ಸೇವಾ ಸಮಿತಿ ಪದಾಧಿಕಾರಿಗಳಾದ ಮಂಜುನಾಥ್, ಉದಯಕುಮಾರ್, ಎಲ್ ಅಂಡ್ ಟಿ ಮಂಜುನಾಥ್, ಮುರಳೀಧರ್, ಬಿ.ಪಿ.ಶ್ರೀನಿವಾಸ್ ಹಾಗೂ ಇತರರಿದ್ದರು.	[862, 1931, 1288, 1971]
